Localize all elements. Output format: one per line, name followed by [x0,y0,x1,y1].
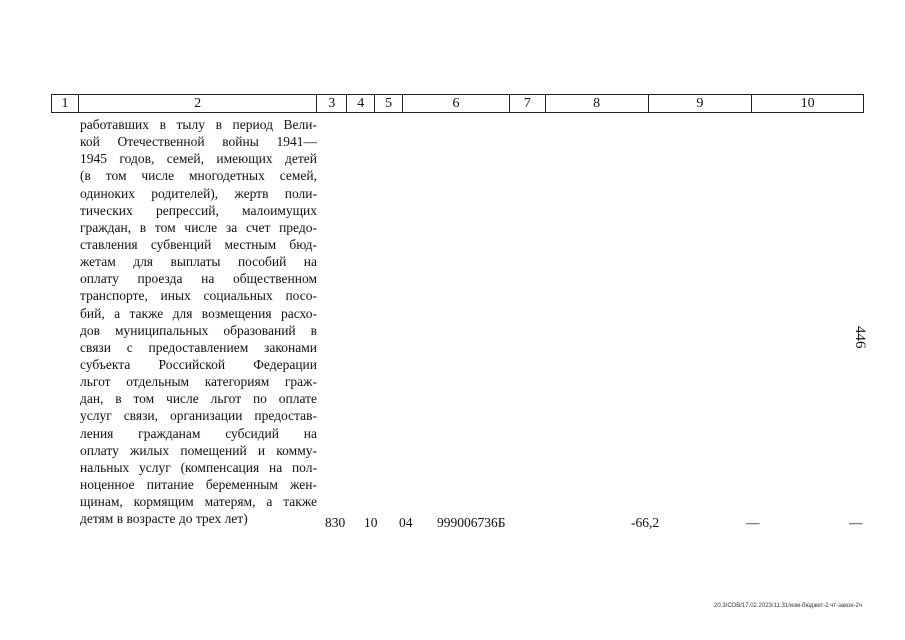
table-header-row [51,94,864,113]
cell-col9: — [746,515,760,530]
description-line: услуг связи, организации предостав- [80,408,317,424]
cell-col3: 830 [325,515,346,530]
cell-col4: 10 [364,515,378,530]
description-line: оплату жилых помещений и комму- [80,442,317,458]
description-line: дов муниципальных образований в [80,322,317,338]
cell-col8: -66,2 [631,515,660,530]
cell-col5: 04 [399,515,413,530]
description-line: кой Отечественной войны 1941— [80,134,317,150]
description-line: оплату проезда на общественном [80,271,317,287]
column-header-9: 9 [649,95,753,112]
page-number: 446 [852,326,868,349]
description-line: льгот отдельным категориям граж- [80,374,317,390]
column-header-2: 2 [79,95,317,112]
column-header-6: 6 [403,95,510,112]
footer-code: 20.3/СОВ/17.02.2023/11:31/изм-бюджет-2 чт-закон-2ч [713,603,862,609]
column-header-7: 7 [510,95,546,112]
column-header-3: 3 [317,95,347,112]
description-line: субъекта Российской Федерации [80,356,317,372]
column-header-1: 1 [52,95,79,112]
row-description [80,116,317,527]
description-line: (в том числе многодетных семей, [80,168,317,184]
description-line: жетам для выплаты пособий на [80,254,317,270]
column-header-4: 4 [347,95,375,112]
cell-col10: — [849,515,863,530]
column-header-10: 10 [800,95,815,111]
description-line: связи с предоставлением законами [80,339,317,355]
description-line: транспорте, иных социальных посо- [80,288,317,304]
description-line: ноценное питание беременным жен- [80,476,317,492]
description-line: граждан, в том числе за счет предо- [80,219,317,235]
description-line: дан, в том числе льгот по оплате [80,391,317,407]
description-line: ления гражданам субсидий на [80,425,317,441]
description-line: бий, а также для возмещения расхо- [80,305,317,321]
column-header-8: 8 [546,95,649,112]
description-line: тических репрессий, малоимущих [80,202,317,218]
column-header-5: 5 [375,95,403,112]
description-line: щинам, кормящим матерям, а также [80,494,317,510]
description-line: одиноких родителей), жертв поли- [80,185,317,201]
description-line: 1945 годов, семей, имеющих детей [80,151,317,167]
description-line: детям в возрасте до трех лет) [80,511,248,527]
description-line: нальных услуг (компенсация на пол- [80,459,317,475]
description-line: работавших в тылу в период Вели- [80,117,317,132]
cell-col6: 999006736Б [437,515,506,530]
description-line: ставления субвенций местным бюд- [80,236,317,252]
